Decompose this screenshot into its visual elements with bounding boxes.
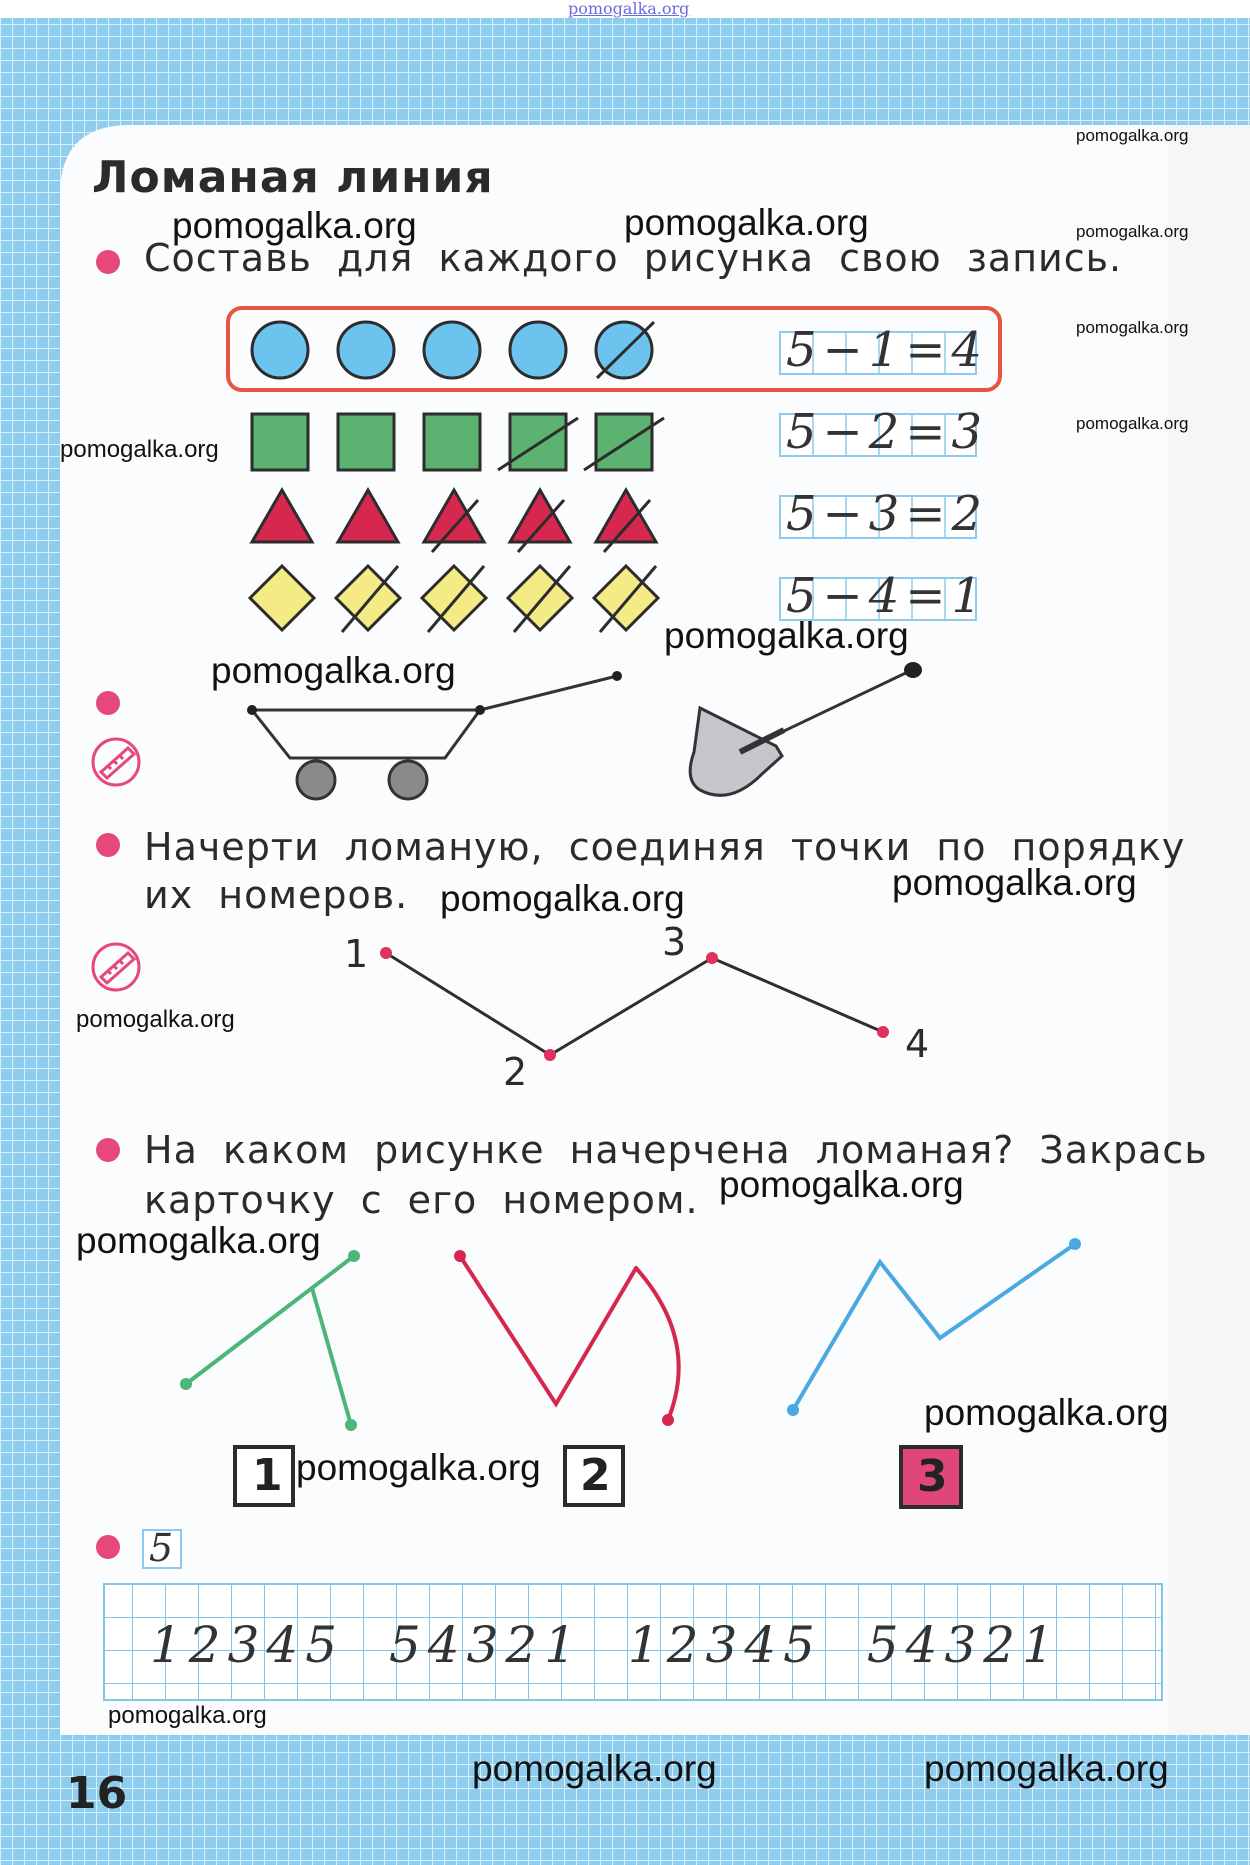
watermark: pomogalka.org (1076, 126, 1189, 145)
task-4-line-1: На каком рисунке начерчена ломаная? Закрась (144, 1128, 1208, 1172)
task-1-text: Составь для каждого рисунка свою запись. (144, 236, 1123, 280)
bullet (96, 833, 120, 857)
watermark: pomogalka.org (892, 862, 1137, 903)
watermark: pomogalka.org (472, 1748, 717, 1789)
bullet (96, 691, 120, 715)
bullet (96, 1535, 120, 1559)
point-label-1: 1 (344, 932, 369, 976)
watermark: pomogalka.org (924, 1392, 1169, 1433)
watermark: pomogalka.org (211, 650, 456, 691)
page-number: 16 (66, 1768, 128, 1819)
watermark: pomogalka.org (76, 1220, 321, 1261)
watermark: pomogalka.org (1076, 222, 1189, 241)
digit-box-value: 5 (149, 1526, 174, 1570)
equation-1: 5−1=4 (786, 322, 989, 378)
card-1-number[interactable]: 1 (252, 1450, 283, 1501)
card-3-number[interactable]: 3 (917, 1451, 948, 1502)
equation-2: 5−2=3 (786, 404, 989, 460)
equation-4: 5−4=1 (786, 568, 989, 624)
point-label-3: 3 (662, 920, 687, 964)
watermark: pomogalka.org (76, 1006, 235, 1033)
digit-row: 12345 54321 12345 54321 (150, 1616, 1061, 1674)
bullet (96, 1138, 120, 1162)
watermark: pomogalka.org (108, 1702, 267, 1729)
card-2-number[interactable]: 2 (580, 1450, 611, 1501)
equation-3: 5−3=2 (786, 486, 989, 542)
point-label-2: 2 (503, 1050, 528, 1094)
watermark: pomogalka.org (1076, 318, 1189, 337)
watermark: pomogalka.org (296, 1447, 541, 1488)
watermark: pomogalka.org (624, 202, 869, 243)
watermark: pomogalka.org (440, 878, 685, 919)
watermark: pomogalka.org (664, 615, 909, 656)
point-label-4: 4 (905, 1022, 930, 1066)
watermark: pomogalka.org (60, 436, 219, 463)
task-3-line-1: Начерти ломаную, соединяя точки по порядку (144, 825, 1186, 869)
watermark: pomogalka.org (1076, 414, 1189, 433)
watermark-top[interactable]: pomogalka.org (568, 0, 690, 18)
watermark: pomogalka.org (172, 205, 417, 246)
watermark: pomogalka.org (924, 1748, 1169, 1789)
task-3-line-2: их номеров. (144, 873, 409, 917)
watermark: pomogalka.org (719, 1164, 964, 1205)
page-title: Ломаная линия (92, 152, 494, 203)
task-4-line-2: карточку с его номером. (144, 1178, 699, 1222)
bullet (96, 250, 120, 274)
